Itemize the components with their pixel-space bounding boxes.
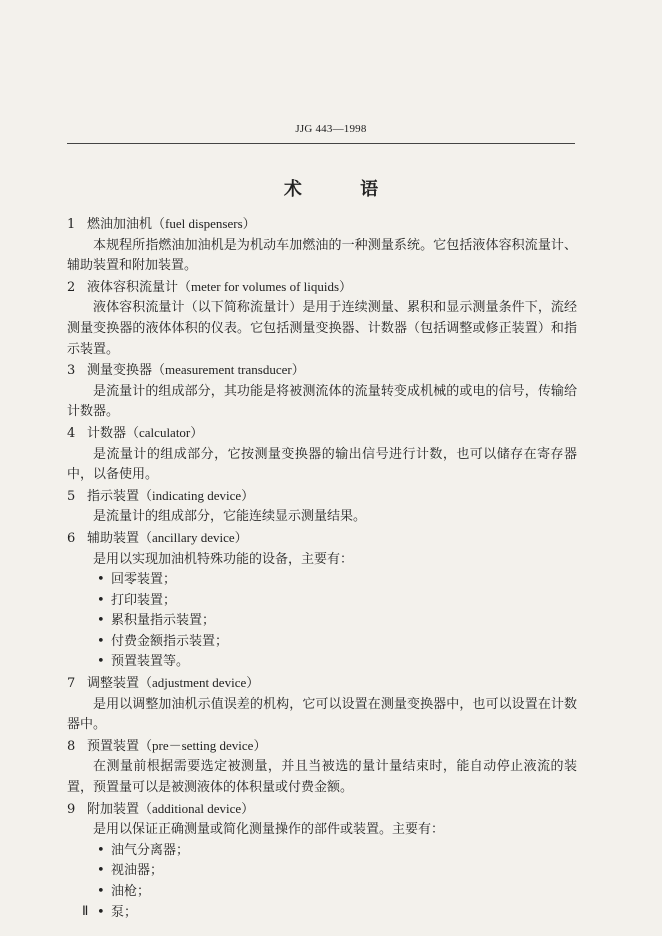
bullet-dot-icon: • [97, 613, 105, 629]
term-name: 指示装置 [87, 488, 140, 504]
term-heading [67, 360, 577, 382]
term-number: 9 [67, 801, 76, 817]
bullet-text: 回零装置； [111, 572, 177, 588]
bullet-dot-icon: • [97, 633, 105, 649]
term-name: 计数器 [87, 425, 127, 441]
bullet-text: 泵； [111, 904, 138, 920]
bullet-item [67, 570, 577, 591]
term-definition: 是用以调整加油机示值误差的机构，它可以设置在测量变换器中，也可以设置在计数器中。 [67, 696, 577, 733]
bullet-item [67, 632, 577, 653]
term-heading [67, 423, 577, 445]
term-name: 测量变换器 [87, 363, 153, 379]
bullet-dot-icon: • [97, 592, 105, 608]
bullet-text: 累积量指示装置； [111, 613, 216, 629]
bullet-text: 付费金额指示装置； [111, 633, 229, 649]
bullet-dot-icon: • [97, 904, 105, 920]
bullet-item [67, 611, 577, 632]
term-english-name: （meter for volumes of liquids） [178, 278, 353, 294]
term-english-name: （fuel dispensers） [152, 216, 256, 231]
term-heading [67, 214, 577, 236]
bullet-item [67, 861, 577, 882]
term-number: 1 [67, 217, 76, 232]
page-number: Ⅱ [82, 903, 89, 918]
terms-content [67, 214, 577, 923]
term-english-name: （adjustment device） [139, 675, 260, 691]
bullet-text: 打印装置； [111, 592, 177, 608]
bullet-dot-icon: • [97, 654, 105, 670]
bullet-text: 油气分离器； [111, 842, 190, 858]
bullet-item [67, 652, 577, 673]
bullet-item [67, 841, 577, 862]
section-title: 术 语 [283, 179, 405, 200]
term-definition: 是用以保证正确测量或简化测量操作的部件或装置。主要有： [93, 822, 445, 838]
term-number: 2 [67, 279, 76, 295]
term-english-name: （pre－setting device） [139, 737, 267, 753]
term-definition: 是流量计的组成部分，它按测量变换器的输出信号进行计数，也可以储存在寄存器中，以备使用。 [67, 446, 577, 483]
term-number: 3 [67, 363, 76, 379]
term-name: 调整装置 [87, 676, 140, 692]
term-name: 燃油加油机 [87, 217, 153, 232]
term-heading [67, 799, 577, 821]
bullet-text: 预置装置等。 [111, 654, 190, 670]
bullet-dot-icon: • [97, 863, 105, 879]
bullet-dot-icon: • [97, 884, 105, 899]
term-number: 8 [67, 738, 76, 754]
term-name: 预置装置 [87, 738, 140, 754]
term-name: 辅助装置 [87, 530, 140, 546]
term-english-name: （measurement transducer） [152, 362, 305, 378]
term-definition: 是流量计的组成部分，其功能是将被测流体的流量转变成机械的或电的信号，传输给计数器。 [67, 383, 577, 420]
term-number: 6 [67, 530, 76, 546]
term-number: 5 [67, 488, 76, 504]
term-heading [67, 486, 577, 508]
bullet-item [67, 591, 577, 612]
bullet-item [67, 882, 577, 903]
document-code: JJG 443—1998 [295, 123, 367, 135]
term-definition: 本规程所指燃油加油机是为机动车加燃油的一种测量系统。它包括液体容积流量计、辅助装置和附加装置。 [67, 237, 577, 274]
term-name: 附加装置 [87, 801, 140, 817]
bullet-item [67, 903, 577, 924]
header-rule [67, 143, 575, 144]
term-heading [67, 673, 577, 695]
term-definition: 是用以实现加油机特殊功能的设备，主要有： [93, 551, 354, 567]
term-english-name: （calculator） [126, 424, 204, 440]
bullet-dot-icon: • [97, 572, 105, 588]
term-english-name: （ancillary device） [139, 529, 248, 545]
term-number: 4 [67, 425, 76, 441]
bullet-dot-icon: • [97, 842, 105, 858]
term-definition: 在测量前根据需要选定被测量，并且当被选的量计量结束时，能自动停止液流的装置，预置量可以是被测液体的体积量或付费金额。 [67, 759, 577, 796]
term-definition: 液体容积流量计（以下简称流量计）是用于连续测量、累积和显示测量条件下，流经测量变换器的液体体积的仪表。它包括测量变换器、计数器（包括调整或修正装置）和指示装置。 [67, 300, 577, 357]
term-heading [67, 736, 577, 758]
term-number: 7 [67, 676, 76, 692]
bullet-text: 油枪； [111, 884, 151, 899]
term-english-name: （additional device） [139, 800, 255, 816]
term-name: 液体容积流量计 [87, 279, 179, 295]
term-heading [67, 528, 577, 550]
term-english-name: （indicating device） [139, 487, 255, 503]
term-heading [67, 277, 577, 299]
term-definition: 是流量计的组成部分，它能连续显示测量结果。 [93, 509, 367, 525]
bullet-text: 视油器； [111, 863, 164, 879]
